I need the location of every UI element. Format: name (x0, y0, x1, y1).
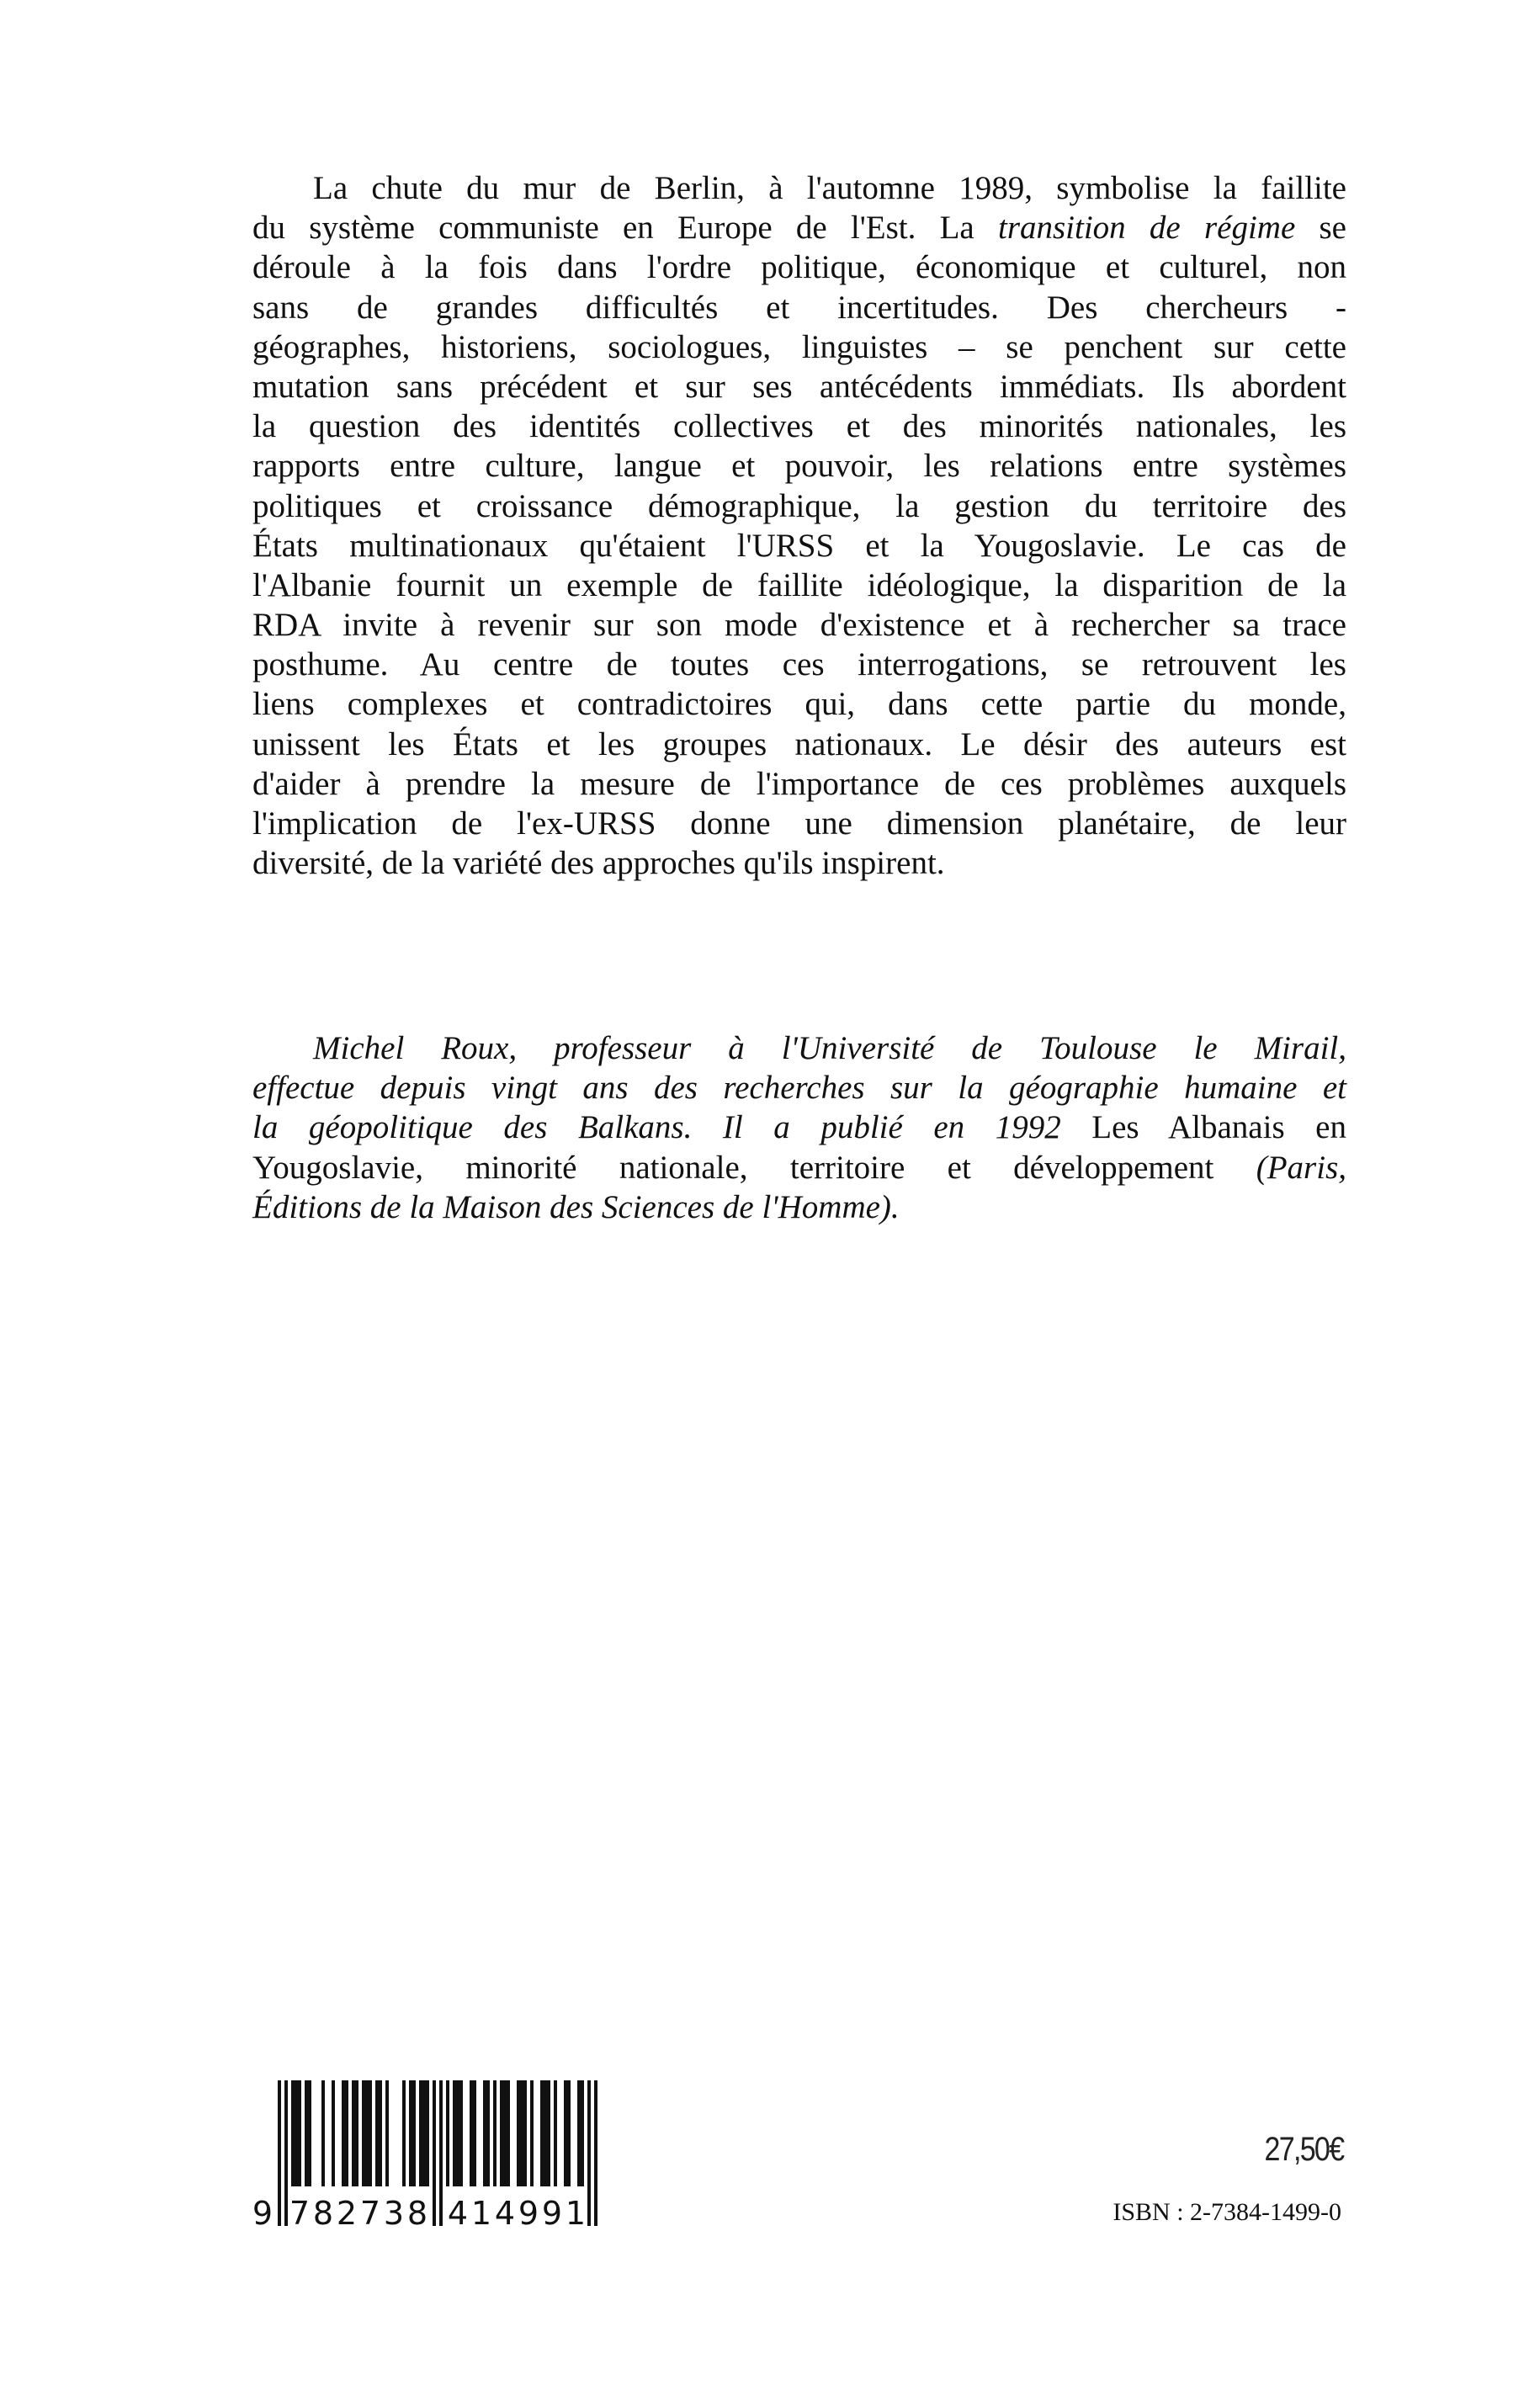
text: liens complexes et contradictoires qui, dans cette partie du monde, (252, 686, 1346, 723)
text-line (252, 288, 1346, 327)
text-line (252, 1187, 1346, 1227)
author-bio (252, 1028, 1346, 1227)
text-line (252, 725, 1346, 764)
barcode-bar (365, 2080, 369, 2186)
barcode-digit: 9 (541, 2195, 563, 2232)
barcode-bar (284, 2080, 288, 2226)
barcode-bar (520, 2080, 523, 2186)
italic-text: Michel Roux, professeur à l'Université de Toulouse le Mirail, (313, 1030, 1346, 1066)
barcode-digit: 2 (336, 2195, 358, 2232)
text: la question des identités collectives et des minorités nationales, les (252, 408, 1346, 445)
barcode-bar (355, 2080, 358, 2186)
barcode-bar (305, 2080, 308, 2186)
text-line (252, 168, 1346, 208)
text: politiques et croissance démographique, la gestion du territoire des (252, 487, 1346, 524)
barcode-bar (332, 2080, 335, 2186)
barcode-digit: 9 (252, 2195, 273, 2232)
barcode-bar (308, 2080, 311, 2186)
barcode-bar (352, 2080, 355, 2186)
barcode-bar (433, 2080, 436, 2226)
italic-text: la géopolitique des Balkans. Il a publié en 1992 (252, 1109, 1061, 1146)
text: se (1295, 210, 1346, 247)
text: Les Albanais en (1060, 1109, 1346, 1146)
text: sans de grandes difficultés et incertitudes. Des chercheurs - (252, 289, 1346, 326)
text-line (252, 526, 1346, 566)
barcode-bar (385, 2080, 389, 2186)
barcode-bar (291, 2080, 295, 2186)
barcode-bar (342, 2080, 345, 2186)
text: du système communiste en Europe de l'Est. La (252, 210, 998, 247)
barcode-bar (500, 2080, 503, 2186)
barcode-digit: 4 (447, 2195, 469, 2232)
text-line (252, 327, 1346, 367)
barcode-bar (298, 2080, 301, 2186)
barcode-bar (362, 2080, 365, 2186)
text-line (252, 605, 1346, 645)
isbn: ISBN : 2-7384-1499-0 (1113, 2198, 1341, 2226)
barcode-digit: 8 (406, 2195, 428, 2232)
barcode-digit: 3 (383, 2195, 405, 2232)
barcode-digit: 7 (289, 2195, 311, 2232)
barcode-bar (453, 2080, 456, 2186)
barcode-bar (426, 2080, 429, 2186)
back-cover-blurb (252, 168, 1346, 883)
barcode-bar (486, 2080, 490, 2186)
text: l'implication de l'ex-URSS donne une dimension planétaire, de leur (252, 805, 1346, 842)
text-line (252, 684, 1346, 724)
text-line (252, 486, 1346, 526)
barcode-bar (402, 2080, 406, 2186)
barcode-bar (544, 2080, 547, 2186)
ean13-barcode (252, 2074, 606, 2234)
barcode-bar (577, 2080, 581, 2186)
text: l'Albanie fournit un exemple de faillite idéologique, la disparition de la (252, 566, 1346, 603)
italic-text: Éditions de la Maison des Sciences de l'Homme). (252, 1188, 900, 1225)
barcode-bar (321, 2080, 325, 2186)
text: posthume. Au centre de toutes ces interrogations, se retrouvent les (252, 646, 1346, 683)
text: déroule à la fois dans l'ordre politique, économique et culturel, non (252, 249, 1346, 286)
barcode-digit: 7 (359, 2195, 381, 2232)
text-line (252, 208, 1346, 247)
text: d'aider à prendre la mesure de l'importance de ces problèmes auxquels (252, 765, 1346, 802)
text-line (252, 367, 1346, 406)
text: diversité, de la variété des approches qu'ils inspirent. (252, 845, 945, 882)
barcode-bar (581, 2080, 584, 2186)
text: La chute du mur de Berlin, à l'automne 1989, symbolise la faillite (313, 170, 1346, 206)
barcode-bar (409, 2080, 412, 2186)
barcode-digit: 8 (312, 2195, 334, 2232)
barcode-bar (594, 2080, 597, 2226)
text-line (252, 764, 1346, 804)
italic-text: transition de régime (997, 210, 1296, 247)
price: 27,50€ (1264, 2131, 1343, 2168)
barcode-bar (419, 2080, 422, 2186)
barcode-bar (295, 2080, 298, 2186)
barcode-digit: 1 (565, 2195, 587, 2232)
italic-text: (Paris, (1256, 1149, 1346, 1186)
text: géographes, historiens, sociologues, linguistes – se penchent sur cette (252, 328, 1346, 365)
text-line (252, 406, 1346, 446)
barcode-bar (587, 2080, 591, 2226)
barcode-bar (523, 2080, 527, 2186)
barcode-bar (503, 2080, 507, 2186)
barcode-bar (278, 2080, 281, 2226)
text-line (252, 843, 1346, 883)
text: RDA invite à revenir sur son mode d'existence et à rechercher sa trace (252, 607, 1346, 644)
barcode-bar (554, 2080, 557, 2186)
text: États multinationaux qu'étaient l'URSS et la Yougoslavie. Le cas de (252, 527, 1346, 564)
barcode-bar (547, 2080, 550, 2186)
barcode-bar (422, 2080, 426, 2186)
barcode-bar (564, 2080, 567, 2186)
barcode-bar (446, 2080, 449, 2186)
text: Yougoslavie, minorité nationale, territoire et développement (252, 1149, 1256, 1186)
text-line (252, 1108, 1346, 1147)
barcode-bar (456, 2080, 459, 2186)
text: mutation sans précédent et sur ses antécédents immédiats. Ils abordent (252, 368, 1346, 405)
barcode-bar (459, 2080, 463, 2186)
barcode-digit: 9 (518, 2195, 539, 2232)
text: unissent les États et les groupes nationaux. Le désir des auteurs est (252, 725, 1346, 762)
italic-text: effectue depuis vingt ans des recherches sur la géographie humaine et (252, 1070, 1346, 1107)
text-line (252, 247, 1346, 287)
barcode-digit: 4 (494, 2195, 516, 2232)
barcode-bar (530, 2080, 534, 2186)
barcode-digit: 1 (470, 2195, 492, 2232)
text-line (252, 446, 1346, 486)
barcode-bar (493, 2080, 497, 2186)
barcode-bar (439, 2080, 443, 2226)
barcode-bar (375, 2080, 379, 2186)
barcode-bar (517, 2080, 520, 2186)
text-line (252, 1028, 1346, 1068)
barcode-bar (473, 2080, 476, 2186)
barcode-bar (483, 2080, 486, 2186)
text: rapports entre culture, langue et pouvoir, les relations entre systèmes (252, 448, 1346, 485)
text-line (252, 804, 1346, 843)
text-line (252, 1148, 1346, 1187)
text-line (252, 566, 1346, 605)
barcode-bar (470, 2080, 473, 2186)
barcode-bar (379, 2080, 382, 2186)
barcode-bar (567, 2080, 571, 2186)
text-line (252, 1068, 1346, 1108)
barcode-bar (540, 2080, 544, 2186)
barcode-bar (507, 2080, 510, 2186)
barcode-bar (345, 2080, 348, 2186)
text-line (252, 645, 1346, 684)
barcode-bar (369, 2080, 372, 2186)
barcode-bar (412, 2080, 416, 2186)
